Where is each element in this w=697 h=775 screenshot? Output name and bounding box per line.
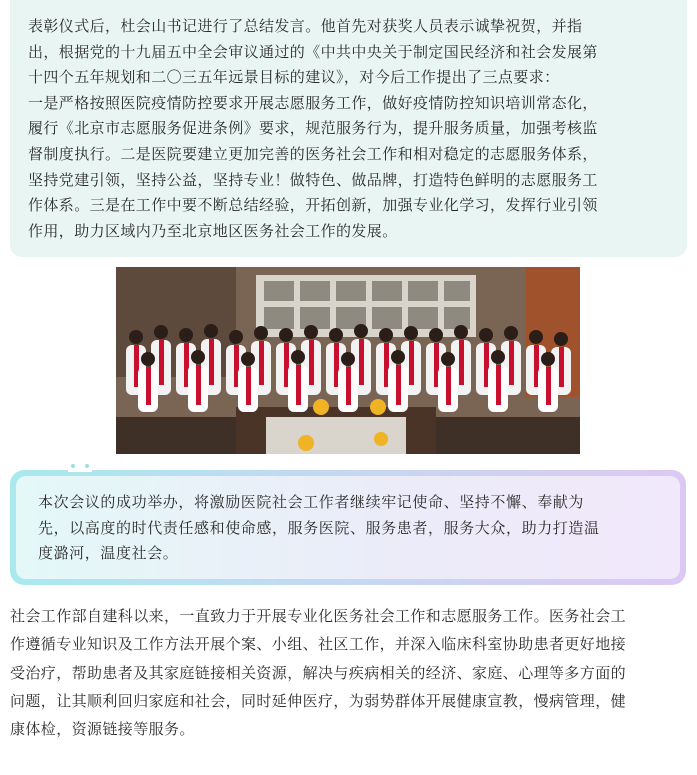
text-line: 作遵循专业知识及工作方法开展个案、小组、社区工作，并深入临床科室协助患者更好地接 xyxy=(10,635,627,654)
text-line: 社会工作部自建科以来，一直致力于开展专业化医务社会工作和志愿服务工作。医务社会工 xyxy=(10,607,627,625)
quote-line: 本次会议的成功举办，将激励医院社会工作者继续牢记使命、坚持不懈、奉献为 xyxy=(38,493,585,511)
quote-line: 度潞河，温度社会。 xyxy=(38,544,179,562)
summary-speech-box xyxy=(10,0,687,257)
quote-content xyxy=(16,476,680,579)
text-line: 作体系。三是在工作中要不断总结经验，开拓创新，加强专业化学习，发挥行业引领 xyxy=(28,196,598,215)
intro-paragraph xyxy=(10,602,687,743)
quote-line: 先，以高度的时代责任感和使命感，服务医院、服务患者，服务大众，助力打造温 xyxy=(38,518,600,537)
department-intro xyxy=(10,602,687,743)
text-line: 问题，让其顺利回归家庭和社会，同时延伸医疗，为弱势群体开展健康宣教，慢病管理，健 xyxy=(10,691,627,710)
text-line: 出，根据党的十九届五中全会审议通过的《中共中央关于制定国民经济和社会发展第 xyxy=(28,42,598,61)
text-line: 一是严格按照医院疫情防控要求开展志愿服务工作，做好疫情防控知识培训常态化， xyxy=(28,93,598,112)
quote-dots-icon xyxy=(68,462,92,472)
text-line: 表彰仪式后，杜会山书记进行了总结发言。他首先对获奖人员表示诚挚祝贺，并指 xyxy=(28,17,583,35)
dot xyxy=(85,464,89,468)
dot xyxy=(71,464,75,468)
quote-border xyxy=(10,470,686,585)
highlight-quote xyxy=(10,470,686,585)
text-line: 康体检，资源链接等服务。 xyxy=(10,720,195,739)
text-line: 履行《北京市志愿服务促进条例》要求，规范服务行为，提升服务质量，加强考核监 xyxy=(28,119,598,138)
text-line: 坚持党建引领，坚持公益，坚持专业！做特色、做品牌，打造特色鲜明的志愿服务工 xyxy=(28,170,598,189)
quote-paragraph xyxy=(38,490,658,567)
text-line: 作用，助力区域内乃至北京地区医务社会工作的发展。 xyxy=(28,221,398,240)
text-line: 受治疗，帮助患者及其家庭链接相关资源，解决与疾病相关的经济、家庭、心理等多方面的 xyxy=(10,663,627,682)
speech-paragraph xyxy=(28,14,669,244)
text-line: 十四个五年规划和二〇三五年远景目标的建议》，对今后工作提出了三点要求： xyxy=(28,68,560,87)
group-photo-illustration xyxy=(116,267,580,454)
group-photo xyxy=(116,267,580,454)
text-line: 督制度执行。二是医院要建立更加完善的医务社会工作和相对稳定的志愿服务体系， xyxy=(28,144,598,163)
